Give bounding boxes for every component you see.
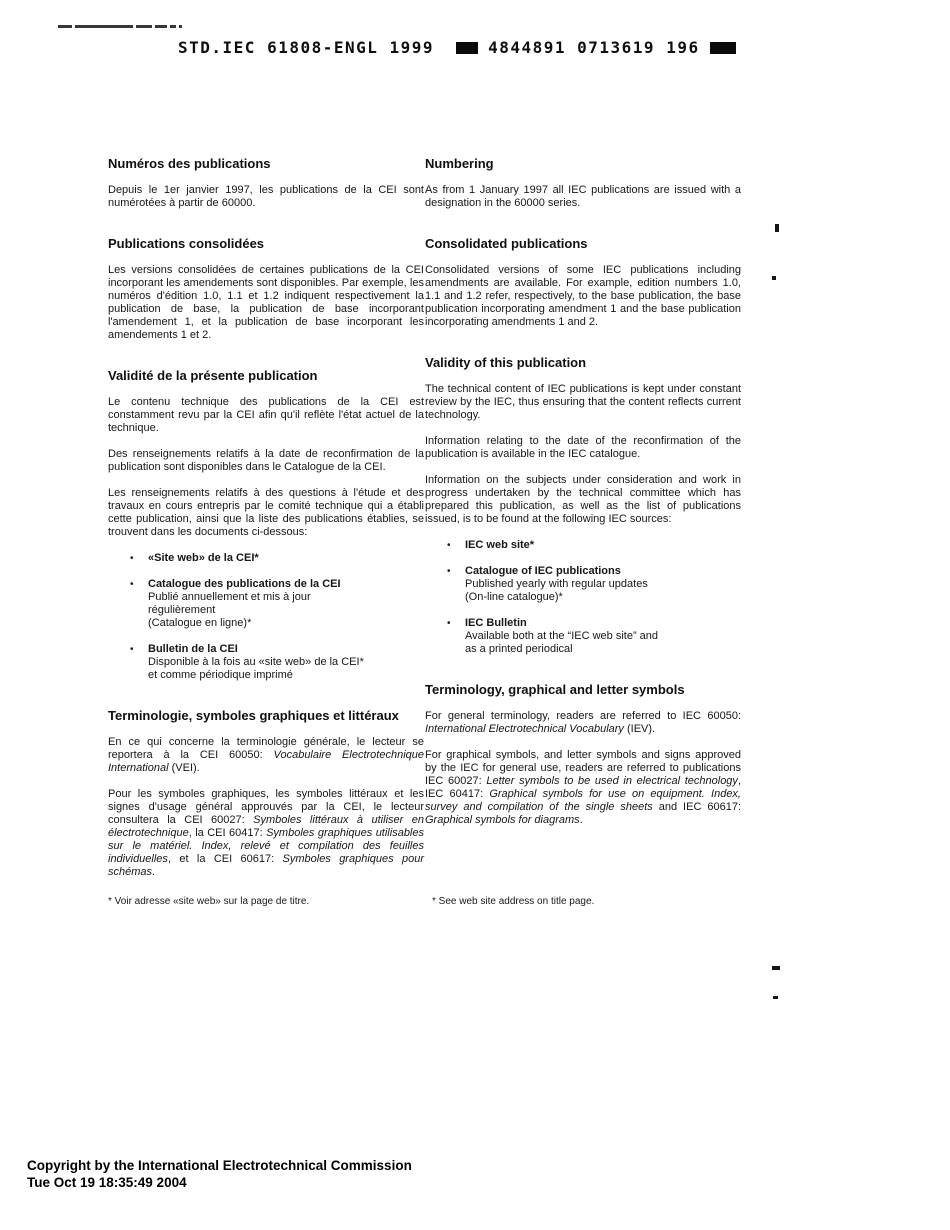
list-item [108,643,424,682]
bullet-list [108,552,424,682]
paragraph: For general terminology, readers are referred to IEC 60050: International Electrotechnical Vocabulary (IEV). [425,710,741,735]
section-heading-validity: Validity of this publication [425,355,587,370]
section-heading-validite: Validité de la présente publication [108,368,318,383]
copyright-stamp [27,1157,412,1191]
paragraph: Consolidated versions of some IEC publications including amendments are available. For example, edition numbers 1.0, 1.1 and 1.2 refer, respectively, to the base publication, the base publication incorporating amendment 1 and the base publication incorporating amendments 1 and 2. [425,264,741,328]
bullet-line: Disponible à la fois au «site web» de la CEI* [148,656,364,668]
paragraph: The technical content of IEC publications is kept under constant review by the IEC, thus ensuring that the content reflects current technology. [425,383,741,421]
bullet-line: Publié annuellement et mis à jour [148,591,311,603]
paragraph: Des renseignements relatifs à la date de reconfirmation de la publication sont disponibles dans le Catalogue de la CEI. [108,448,424,473]
barcode-block-icon [456,42,478,54]
section-heading-terminology: Terminology, graphical and letter symbols [425,682,685,697]
bullet-title: Bulletin de la CEI [148,643,238,655]
bullet-icon: • [130,553,134,564]
french-column [108,148,424,892]
bullet-title: IEC web site* [465,539,535,551]
list-item [425,539,741,552]
bullet-list [425,539,741,656]
section-heading-consolidated-publications: Consolidated publications [425,236,588,251]
paragraph: For graphical symbols, and letter symbols and signs approved by the IEC for general use, readers are referred to publications IEC 60027: Letter symbols to be used in electrical technology, IEC 60417: Graphical symbols for use on equipment. Index, survey and compilation of the single sheets and IEC 60617: Graphical symbols for diagrams. [425,749,741,826]
copyright-line: Copyright by the International Electrotechnical Commission [27,1158,412,1173]
scan-artifact [58,25,185,31]
bullet-title: Catalogue des publications de la CEI [148,578,341,590]
list-item [425,565,741,604]
timestamp-line: Tue Oct 19 18:35:49 2004 [27,1175,187,1190]
section-heading-terminologie: Terminologie, symboles graphiques et littéraux [108,708,399,723]
footnote-english: * See web site address on title page. [432,896,595,907]
scan-speck [775,224,779,232]
bullet-line: (On-line catalogue)* [465,591,563,603]
paragraph: As from 1 January 1997 all IEC publications are issued with a designation in the 60000 series. [425,184,741,209]
paragraph: Pour les symboles graphiques, les symboles littéraux et les signes d'usage général approuvés par la CEI, le lecteur consultera la CEI 60027: Symboles littéraux à utiliser en électrotechnique, la CEI 60417: Symboles graphiques utilisables sur le matériel. Index, relevé et compilation des feuilles individuelles, et la CEI 60617: Symboles graphiques pour schémas. [108,788,424,878]
bullet-line: Published yearly with regular updates [465,578,648,590]
bullet-line: Available both at the “IEC web site” and [465,630,659,642]
paragraph: Le contenu technique des publications de la CEI est constamment revu par la CEI afin qu'il reflète l'état actuel de la technique. [108,396,424,434]
bullet-line: régulièrement [148,604,216,616]
document-code: STD.IEC 61808-ENGL 1999 [178,38,435,57]
section-heading-numeros: Numéros des publications [108,156,271,171]
footnote-french: * Voir adresse «site web» sur la page de titre. [108,896,310,907]
paragraph: En ce qui concerne la terminologie générale, le lecteur se reportera à la CEI 60050: Vocabulaire Electrotechnique International (VEI). [108,736,425,774]
bullet-title: IEC Bulletin [465,617,527,629]
paragraph: Depuis le 1er janvier 1997, les publications de la CEI sont numérotées à partir de 60000. [108,184,424,209]
barcode-block-icon [710,42,736,54]
bullet-icon: • [447,566,451,577]
section-heading-publications-consolidees: Publications consolidées [108,236,265,251]
bullet-title: Catalogue of IEC publications [465,565,621,577]
paragraph: Les renseignements relatifs à des questions à l'étude et des travaux en cours entrepris par le comité technique qui a établi cette publication, ainsi que la liste des publications établies, se trouvent dans les documents ci-dessous: [108,487,424,538]
english-column [425,148,741,840]
bullet-title: «Site web» de la CEI* [148,552,259,564]
scan-speck [773,996,778,999]
bullet-icon: • [447,540,451,551]
document-code-line [178,38,736,57]
bullet-icon: • [447,618,451,629]
section-heading-numbering: Numbering [425,156,494,171]
paragraph: Information on the subjects under consideration and work in progress undertaken by the technical committee which has prepared this publication, as well as the list of publications issued, is to be found at the following IEC sources: [425,474,741,525]
bullet-line: (Catalogue en ligne)* [148,617,252,629]
scan-speck [772,966,780,970]
bullet-icon: • [130,579,134,590]
barcode-number: 4844891 0713619 196 [488,38,700,57]
list-item [425,617,741,656]
scan-speck [772,276,776,280]
paragraph: Information relating to the date of the reconfirmation of the publication is available in the IEC catalogue. [425,435,741,460]
bullet-line: as a printed periodical [465,643,573,655]
list-item [108,578,424,630]
bullet-line: et comme périodique imprimé [148,669,293,681]
paragraph: Les versions consolidées de certaines publications de la CEI incorporant les amendements sont disponibles. Par exemple, les numéros d'édition 1.0, 1.1 et 1.2 indiquent respectivement la publication de base, la publication de base incorporant l'amendement 1, et la publication de base incorporant les amendements 1 et 2. [108,264,424,341]
list-item [108,552,424,565]
bullet-icon: • [130,644,134,655]
